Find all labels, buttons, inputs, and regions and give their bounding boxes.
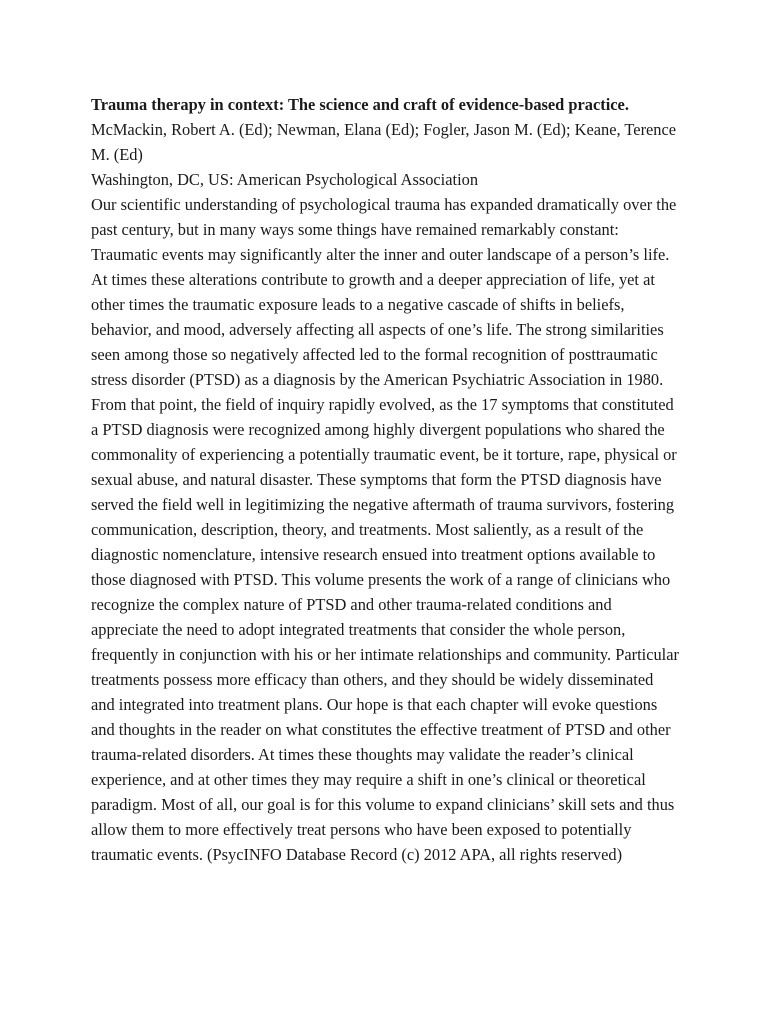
authors-line: McMackin, Robert A. (Ed); Newman, Elana (Ed); Fogler, Jason M. (Ed); Keane, Terence M. (Ed) <box>91 120 677 164</box>
document-page <box>91 92 681 867</box>
publisher-line: Washington, DC, US: American Psychological Association <box>91 170 479 189</box>
abstract-text: Our scientific understanding of psychological trauma has expanded dramatically over the past century, but in many ways some things have remained remarkably constant: Traumatic events may significantly alter the inner and outer landscape of a person’s life. At times these alterations contribute to growth and a deeper appreciation of life, yet at other times the traumatic exposure leads to a negative cascade of shifts in beliefs, behavior, and mood, adversely affecting all aspects of one’s life. The strong similarities seen among those so negatively affected led to the formal recognition of posttraumatic stress disorder (PTSD) as a diagnosis by the American Psychiatric Association in 1980. From that point, the field of inquiry rapidly evolved, as the 17 symptoms that constituted a PTSD diagnosis were recognized among highly divergent populations who shared the commonality of experiencing a potentially traumatic event, be it torture, rape, physical or sexual abuse, and natural disaster. These symptoms that form the PTSD diagnosis have served the field well in legitimizing the negative aftermath of trauma survivors, fostering communication, description, theory, and treatments. Most saliently, as a result of the diagnostic nomenclature, intensive research ensued into treatment options available to those diagnosed with PTSD. This volume presents the work of a range of clinicians who recognize the complex nature of PTSD and other trauma-related conditions and appreciate the need to adopt integrated treatments that consider the whole person, frequently in conjunction with his or her intimate relationships and community. Particular treatments possess more efficacy than others, and they should be widely disseminated and integrated into treatment plans. Our hope is that each chapter will evoke questions and thoughts in the reader on what constitutes the effective treatment of PTSD and other trauma-related disorders. At times these thoughts may validate the reader’s clinical experience, and at other times they may require a shift in one’s clinical or theoretical paradigm. Most of all, our goal is for this volume to expand clinicians’ skill sets and thus allow them to more effectively treat persons who have been exposed to potentially traumatic events. (PsycINFO Database Record (c) 2012 APA, all rights reserved) <box>91 195 679 864</box>
document-title: Trauma therapy in context: The science and craft of evidence-based practice. <box>91 95 629 114</box>
